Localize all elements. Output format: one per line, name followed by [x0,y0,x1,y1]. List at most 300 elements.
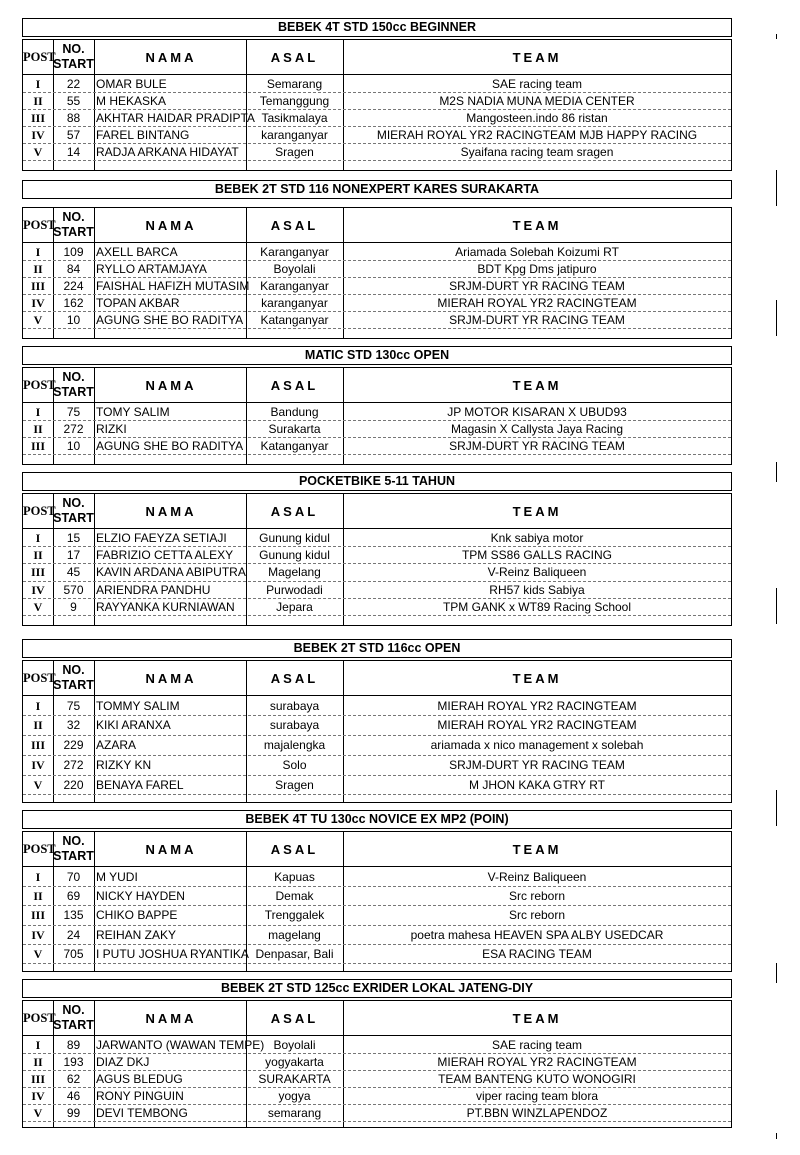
header-pos-label: POST [23,841,56,856]
header-nama-label: NAMA [145,49,197,65]
position-cell: V [33,1106,43,1121]
header-no-line1: NO. [62,496,85,510]
origin-cell: surabaya [269,698,320,713]
header-pos [23,494,56,528]
origin-cell: Trenggalek [264,908,325,923]
origin-cell: Katanganyar [260,438,329,453]
rider-name-cell: FAISHAL HAFIZH MUTASIM [96,278,250,293]
header-nama [94,832,246,866]
team-cell: Ariamada Solebah Koizumi RT [455,244,619,259]
origin-cell: yogya [278,1089,311,1104]
header-team-label: TEAM [512,841,562,857]
rider-name-cell: CHIKO BAPPE [96,908,178,923]
header-no-line2: START [53,385,94,399]
start-number-cell: 89 [66,1037,81,1052]
team-cell: SRJM-DURT YR RACING TEAM [449,278,625,293]
start-number-cell: 17 [66,547,81,562]
team-cell: ESA RACING TEAM [482,947,592,962]
origin-cell: Demak [275,888,314,903]
team-cell: Knk sabiya motor [490,530,584,545]
origin-cell: yogyakarta [265,1054,324,1069]
position-cell: V [33,313,43,328]
header-asal [246,368,343,402]
position-cell: V [33,145,43,160]
empty-row [23,796,731,804]
rider-name-cell: RAYYANKA KURNIAWAN [96,600,235,615]
origin-cell: Magelang [268,565,321,580]
rider-name-cell: BENAYA FAREL [96,777,184,792]
table-header [23,1001,731,1036]
position-cell: III [30,110,45,125]
start-number-cell: 57 [66,128,81,143]
start-number-cell: 10 [66,313,81,328]
start-number-cell: 9 [70,600,77,615]
empty-row [23,455,731,465]
rider-name-cell: RADJA ARKANA HIDAYAT [96,145,239,160]
results-table [22,831,732,972]
team-cell: M2S NADIA MUNA MEDIA CENTER [439,93,635,108]
position-cell: II [33,261,43,276]
header-start-number [53,1001,94,1035]
table-row [23,421,731,438]
origin-cell: Boyolali [273,261,316,276]
header-team [343,1001,731,1035]
header-start-number [53,494,94,528]
header-pos-label: POST [23,217,56,232]
margin-mark [776,34,777,39]
margin-mark [776,170,777,206]
position-cell: IV [31,128,45,143]
header-asal-label: ASAL [270,377,319,393]
position-cell: III [30,908,45,923]
rider-name-cell: AZARA [96,738,137,753]
origin-cell: Karanganyar [260,278,329,293]
header-nama [94,494,246,528]
start-number-cell: 22 [66,76,81,91]
header-team [343,494,731,528]
origin-cell: Katanganyar [260,313,329,328]
origin-cell: Tasikmalaya [261,110,328,125]
rider-name-cell: TOMY SALIM [96,404,170,419]
header-nama-label: NAMA [145,1010,197,1026]
rider-name-cell: TOPAN AKBAR [96,296,180,311]
origin-cell: karanganyar [261,128,328,143]
header-team-label: TEAM [512,217,562,233]
position-cell: II [33,888,43,903]
table-header [23,832,731,867]
origin-cell: Gunung kidul [259,547,330,562]
team-cell: JP MOTOR KISARAN X UBUD93 [447,404,627,419]
rider-name-cell: AGUNG SHE BO RADITYA [96,313,244,328]
start-number-cell: 75 [66,404,81,419]
start-number-cell: 62 [66,1071,81,1086]
header-team-label: TEAM [512,49,562,65]
section-title: BEBEK 2T STD 116cc OPEN [22,639,732,658]
origin-cell: Denpasar, Bali [255,947,334,962]
results-table [22,660,732,803]
results-table [22,367,732,465]
origin-cell: surabaya [269,718,320,733]
position-cell: III [30,738,45,753]
origin-cell: magelang [268,927,321,942]
start-number-cell: 220 [63,777,84,792]
position-cell: IV [31,1089,45,1104]
position-cell: I [35,244,41,259]
header-no-line1: NO. [62,663,85,677]
position-cell: III [30,438,45,453]
header-nama [94,208,246,242]
start-number-cell: 99 [66,1106,81,1121]
rider-name-cell: ARIENDRA PANDHU [96,582,211,597]
table-row [23,945,731,964]
rider-name-cell: TOMMY SALIM [96,698,180,713]
table-row [23,1105,731,1122]
start-number-cell: 229 [63,738,84,753]
start-number-cell: 10 [66,438,81,453]
start-number-cell: 15 [66,530,81,545]
start-number-cell: 88 [66,110,81,125]
section-title: BEBEK 4T TU 130cc NOVICE EX MP2 (POIN) [22,810,732,829]
table-row [23,697,731,717]
start-number-cell: 570 [63,582,84,597]
table-row [23,716,731,736]
table-header [23,494,731,529]
origin-cell: Temanggung [259,93,330,108]
start-number-cell: 45 [66,565,81,580]
position-cell: II [33,421,43,436]
team-cell: Magasin X Callysta Jaya Racing [450,421,624,436]
header-asal-label: ASAL [270,217,319,233]
header-nama [94,661,246,695]
empty-row [23,965,731,973]
header-start-number [53,208,94,242]
table-header [23,208,731,243]
rider-name-cell: ELZIO FAEYZA SETIAJI [96,530,227,545]
results-table [22,207,732,339]
origin-cell: Purwodadi [266,582,323,597]
table-row [23,76,731,93]
table-row [23,144,731,161]
header-start-number-label [53,208,94,242]
team-cell: ariamada x nico management x solebah [430,738,644,753]
margin-mark [776,1133,777,1139]
start-number-cell: 14 [66,145,81,160]
position-cell: IV [31,757,45,772]
header-start-number-label [53,368,94,402]
table-row [23,261,731,278]
header-team-label: TEAM [512,670,562,686]
start-number-cell: 55 [66,93,81,108]
position-cell: IV [31,927,45,942]
position-cell: I [35,530,41,545]
position-cell: II [33,1054,43,1069]
start-number-cell: 32 [66,718,81,733]
position-cell: II [33,93,43,108]
table-row [23,736,731,756]
table-row [23,926,731,945]
team-cell: M JHON KAKA GTRY RT [468,777,606,792]
table-row [23,295,731,312]
origin-cell: Gunung kidul [259,530,330,545]
rider-name-cell: REIHAN ZAKY [96,927,177,942]
header-pos [23,40,56,74]
start-number-cell: 75 [66,698,81,713]
team-cell: SAE racing team [491,76,583,91]
table-row [23,582,731,599]
results-table [22,1000,732,1128]
header-pos [23,661,56,695]
team-cell: MIERAH ROYAL YR2 RACINGTEAM [437,718,637,733]
team-cell: TPM GANK x WT89 Racing School [442,600,632,615]
header-team-label: TEAM [512,503,562,519]
section-title: POCKETBIKE 5-11 TAHUN [22,472,732,491]
position-cell: III [30,1071,45,1086]
rider-name-cell: I PUTU JOSHUA RYANTIKA [96,947,249,962]
position-cell: III [30,565,45,580]
header-start-number [53,368,94,402]
team-cell: poetra mahesa HEAVEN SPA ALBY USEDCAR [410,927,664,942]
table-header [23,368,731,403]
rider-name-cell: AGUS BLEDUG [96,1071,183,1086]
header-no-line2: START [53,225,94,239]
origin-cell: Solo [282,757,307,772]
header-team [343,661,731,695]
start-number-cell: 24 [66,927,81,942]
team-cell: Src reborn [508,888,566,903]
header-no-line2: START [53,678,94,692]
header-team-label: TEAM [512,1010,562,1026]
origin-cell: karanganyar [261,296,328,311]
table-row [23,756,731,776]
table-row [23,127,731,144]
position-cell: I [35,76,41,91]
origin-cell: Bandung [270,404,319,419]
rider-name-cell: RYLLO ARTAMJAYA [96,261,207,276]
table-row [23,776,731,796]
table-row [23,1037,731,1054]
table-row [23,278,731,295]
origin-cell: Surakarta [268,421,321,436]
table-row [23,868,731,887]
header-asal [246,1001,343,1035]
team-cell: V-Reinz Baliqueen [487,565,587,580]
table-row [23,599,731,616]
team-cell: viper racing team blora [475,1089,599,1104]
rider-name-cell: AXELL BARCA [96,244,178,259]
start-number-cell: 162 [63,296,84,311]
team-cell: RH57 kids Sabiya [489,582,585,597]
table-row [23,906,731,925]
origin-cell: Karanganyar [260,244,329,259]
empty-row [23,1123,731,1129]
empty-row [23,162,731,172]
rider-name-cell: RONY PINGUIN [96,1089,184,1104]
header-nama-label: NAMA [145,377,197,393]
origin-cell: Sragen [275,777,314,792]
header-no-line2: START [53,849,94,863]
start-number-cell: 272 [63,757,84,772]
team-cell: SAE racing team [491,1037,583,1052]
start-number-cell: 46 [66,1089,81,1104]
header-pos-label: POST [23,377,56,392]
header-nama [94,1001,246,1035]
header-team [343,208,731,242]
empty-row [23,617,731,627]
position-cell: IV [31,582,45,597]
rider-name-cell: KAVIN ARDANA ABIPUTRA [96,565,246,580]
table-header [23,40,731,75]
header-team [343,40,731,74]
rider-name-cell: RIZKI [96,421,127,436]
start-number-cell: 109 [63,244,84,259]
start-number-cell: 70 [66,869,81,884]
header-asal [246,494,343,528]
start-number-cell: 224 [63,278,84,293]
header-pos [23,832,56,866]
header-asal-label: ASAL [270,670,319,686]
margin-mark [776,588,777,624]
rider-name-cell: M YUDI [96,869,138,884]
header-start-number-label [53,1001,94,1035]
section-title: MATIC STD 130cc OPEN [22,346,732,365]
team-cell: Syaifana racing team sragen [460,145,614,160]
origin-cell: semarang [267,1106,322,1121]
start-number-cell: 193 [63,1054,84,1069]
margin-mark [776,462,777,482]
header-no-line2: START [53,57,94,71]
header-pos-label: POST [23,670,56,685]
header-nama-label: NAMA [145,217,197,233]
rider-name-cell: JARWANTO (WAWAN TEMPE) [96,1037,265,1052]
table-row [23,1054,731,1071]
margin-mark [776,790,777,826]
header-start-number [53,40,94,74]
header-start-number-label [53,832,94,866]
position-cell: V [33,600,43,615]
origin-cell: Semarang [266,76,323,91]
team-cell: TPM SS86 GALLS RACING [461,547,613,562]
team-cell: BDT Kpg Dms jatipuro [477,261,597,276]
position-cell: II [33,718,43,733]
rider-name-cell: AKHTAR HAIDAR PRADIPTA [96,110,255,125]
team-cell: V-Reinz Baliqueen [487,869,587,884]
header-asal [246,208,343,242]
team-cell: SRJM-DURT YR RACING TEAM [449,438,625,453]
header-no-line1: NO. [62,834,85,848]
header-pos-label: POST [23,49,56,64]
table-row [23,1088,731,1105]
position-cell: V [33,947,43,962]
header-asal-label: ASAL [270,841,319,857]
table-row [23,1071,731,1088]
team-cell: Mangosteen.indo 86 ristan [466,110,608,125]
rider-name-cell: FAREL BINTANG [96,128,190,143]
table-row [23,438,731,455]
header-no-line1: NO. [62,210,85,224]
margin-mark [776,963,777,983]
team-cell: PT.BBN WINZLAPENDOZ [466,1106,608,1121]
position-cell: II [33,547,43,562]
table-row [23,312,731,329]
header-nama [94,368,246,402]
header-no-line1: NO. [62,1003,85,1017]
table-header [23,661,731,696]
team-cell: TEAM BANTENG KUTO WONOGIRI [438,1071,636,1086]
header-asal [246,40,343,74]
section-title: BEBEK 2T STD 125cc EXRIDER LOKAL JATENG-DIY [22,979,732,998]
origin-cell: majalengka [263,738,326,753]
section-title: BEBEK 4T STD 150cc BEGINNER [22,18,732,37]
header-no-line1: NO. [62,370,85,384]
team-cell: MIERAH ROYAL YR2 RACINGTEAM [437,698,637,713]
rider-name-cell: DIAZ DKJ [96,1054,150,1069]
table-row [23,887,731,906]
position-cell: I [35,404,41,419]
rider-name-cell: AGUNG SHE BO RADITYA [96,438,244,453]
origin-cell: Kapuas [274,869,315,884]
start-number-cell: 69 [66,888,81,903]
origin-cell: Boyolali [273,1037,316,1052]
header-start-number-label [53,494,94,528]
header-start-number-label [53,661,94,695]
header-no-line2: START [53,511,94,525]
origin-cell: Sragen [275,145,314,160]
header-no-line2: START [53,1018,94,1032]
position-cell: I [35,1037,41,1052]
rider-name-cell: OMAR BULE [96,76,167,91]
header-team [343,832,731,866]
origin-cell: SURAKARTA [258,1071,331,1086]
results-table [22,39,732,171]
header-nama-label: NAMA [145,503,197,519]
rider-name-cell: RIZKY KN [96,757,152,772]
position-cell: I [35,869,41,884]
header-nama [94,40,246,74]
header-start-number [53,661,94,695]
rider-name-cell: FABRIZIO CETTA ALEXY [96,547,234,562]
rider-name-cell: M HEKASKA [96,93,167,108]
position-cell: I [35,698,41,713]
results-table [22,493,732,626]
position-cell: IV [31,296,45,311]
team-cell: MIERAH ROYAL YR2 RACINGTEAM [437,296,637,311]
header-nama-label: NAMA [145,670,197,686]
table-row [23,530,731,547]
start-number-cell: 84 [66,261,81,276]
margin-mark [776,300,777,336]
team-cell: Src reborn [508,908,566,923]
section-title: BEBEK 2T STD 116 NONEXPERT KARES SURAKARTA [22,180,732,199]
header-nama-label: NAMA [145,841,197,857]
rider-name-cell: NICKY HAYDEN [96,888,185,903]
header-pos-label: POST [23,1010,56,1025]
team-cell: MIERAH ROYAL YR2 RACINGTEAM MJB HAPPY RACING [376,128,698,143]
table-row [23,110,731,127]
team-cell: SRJM-DURT YR RACING TEAM [449,313,625,328]
header-pos-label: POST [23,503,56,518]
header-team-label: TEAM [512,377,562,393]
rider-name-cell: DEVI TEMBONG [96,1106,188,1121]
table-row [23,404,731,421]
header-asal-label: ASAL [270,503,319,519]
start-number-cell: 272 [63,421,84,436]
header-start-number-label [53,40,94,74]
header-pos [23,208,56,242]
team-cell: SRJM-DURT YR RACING TEAM [449,757,625,772]
rider-name-cell: KIKI ARANXA [96,718,171,733]
header-asal [246,661,343,695]
table-row [23,547,731,564]
